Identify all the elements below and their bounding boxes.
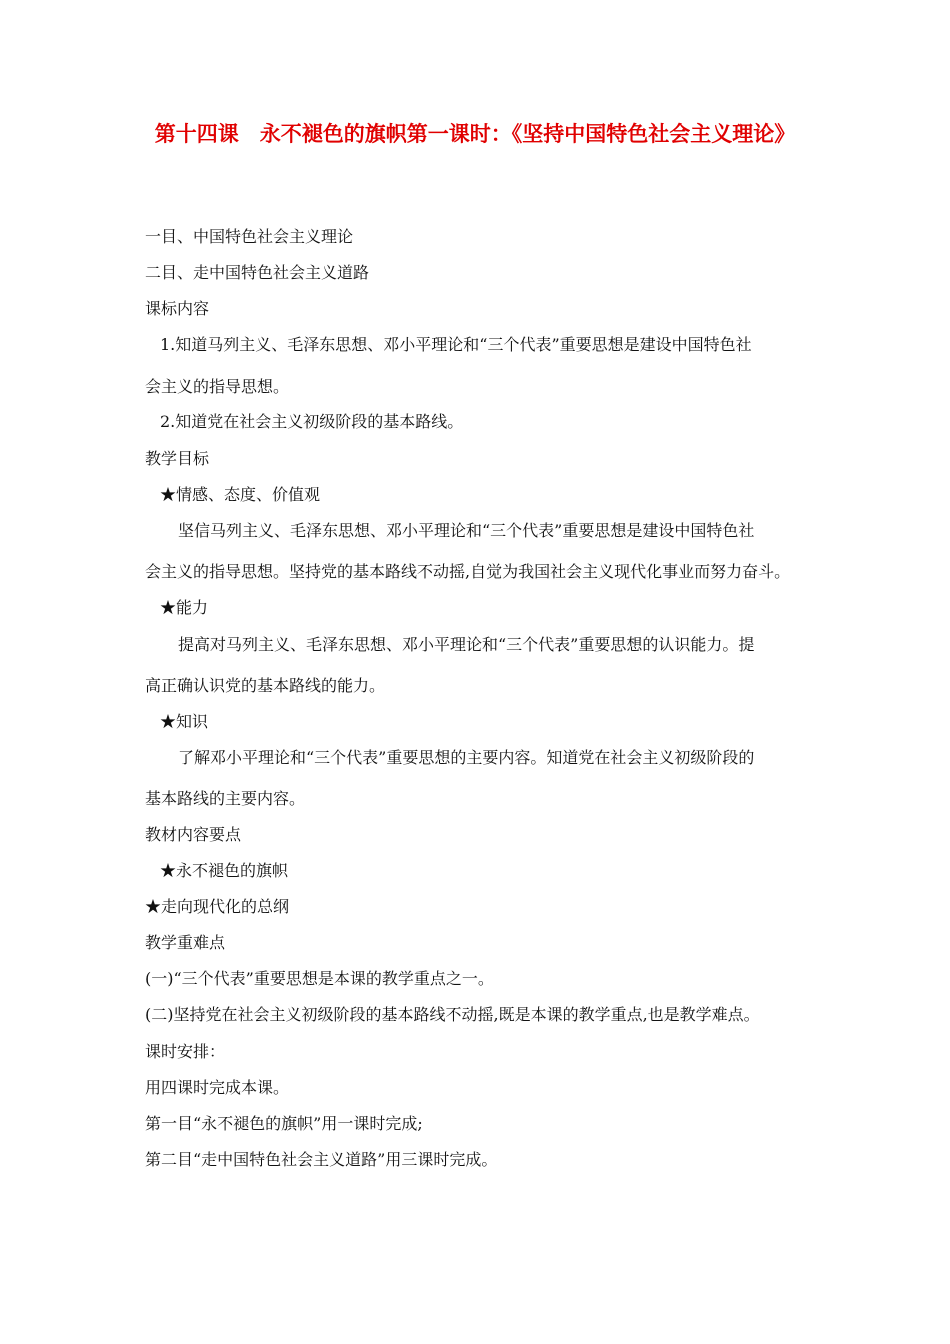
key-point-1: (一)“三个代表”重要思想是本课的教学重点之一。 [145,969,494,988]
heading-key-content: 教材内容要点 [145,825,242,844]
schedule-summary: 用四课时完成本课。 [145,1078,290,1097]
schedule-item-2: 第二目“走中国特色社会主义道路”用三课时完成。 [145,1150,498,1169]
heading-objectives: 教学目标 [145,449,210,468]
key-content-item-2: ★走向现代化的总纲 [145,897,290,916]
objective-emotion-text: 坚信马列主义、毛泽东思想、邓小平理论和“三个代表”重要思想是建设中国特色社 [178,521,755,540]
curriculum-item-1-cont: 会主义的指导思想。 [145,377,290,396]
objective-ability-text: 提高对马列主义、毛泽东思想、邓小平理论和“三个代表”重要思想的认识能力。提 [178,635,755,654]
objective-knowledge-text: 了解邓小平理论和“三个代表”重要思想的主要内容。知道党在社会主义初级阶段的 [178,748,755,767]
section-heading-1: 一目、中国特色社会主义理论 [145,227,354,246]
section-heading-2: 二目、走中国特色社会主义道路 [145,263,370,282]
objective-knowledge-heading: ★知识 [160,712,209,731]
objective-knowledge-text-cont: 基本路线的主要内容。 [145,789,306,808]
key-point-2: (二)坚持党在社会主义初级阶段的基本路线不动摇,既是本课的教学重点,也是教学难点。 [145,1005,760,1024]
page-title: 第十四课 永不褪色的旗帜第一课时：《坚持中国特色社会主义理论》 [154,121,796,146]
key-content-item-1: ★永不褪色的旗帜 [160,861,289,880]
heading-key-difficult: 教学重难点 [145,933,226,952]
heading-curriculum: 课标内容 [145,299,210,318]
objective-ability-heading: ★能力 [160,598,209,617]
objective-ability-text-cont: 高正确认识党的基本路线的能力。 [145,676,386,695]
curriculum-item-1: 1.知道马列主义、毛泽东思想、邓小平理论和“三个代表”重要思想是建设中国特色社 [160,335,752,354]
curriculum-item-2: 2.知道党在社会主义初级阶段的基本路线。 [160,412,464,431]
objective-emotion-heading: ★情感、态度、价值观 [160,485,321,504]
objective-emotion-text-cont: 会主义的指导思想。坚持党的基本路线不动摇,自觉为我国社会主义现代化事业而努力奋斗。 [145,562,791,581]
schedule-item-1: 第一目“永不褪色的旗帜”用一课时完成; [145,1114,423,1133]
heading-schedule: 课时安排： [145,1042,226,1061]
